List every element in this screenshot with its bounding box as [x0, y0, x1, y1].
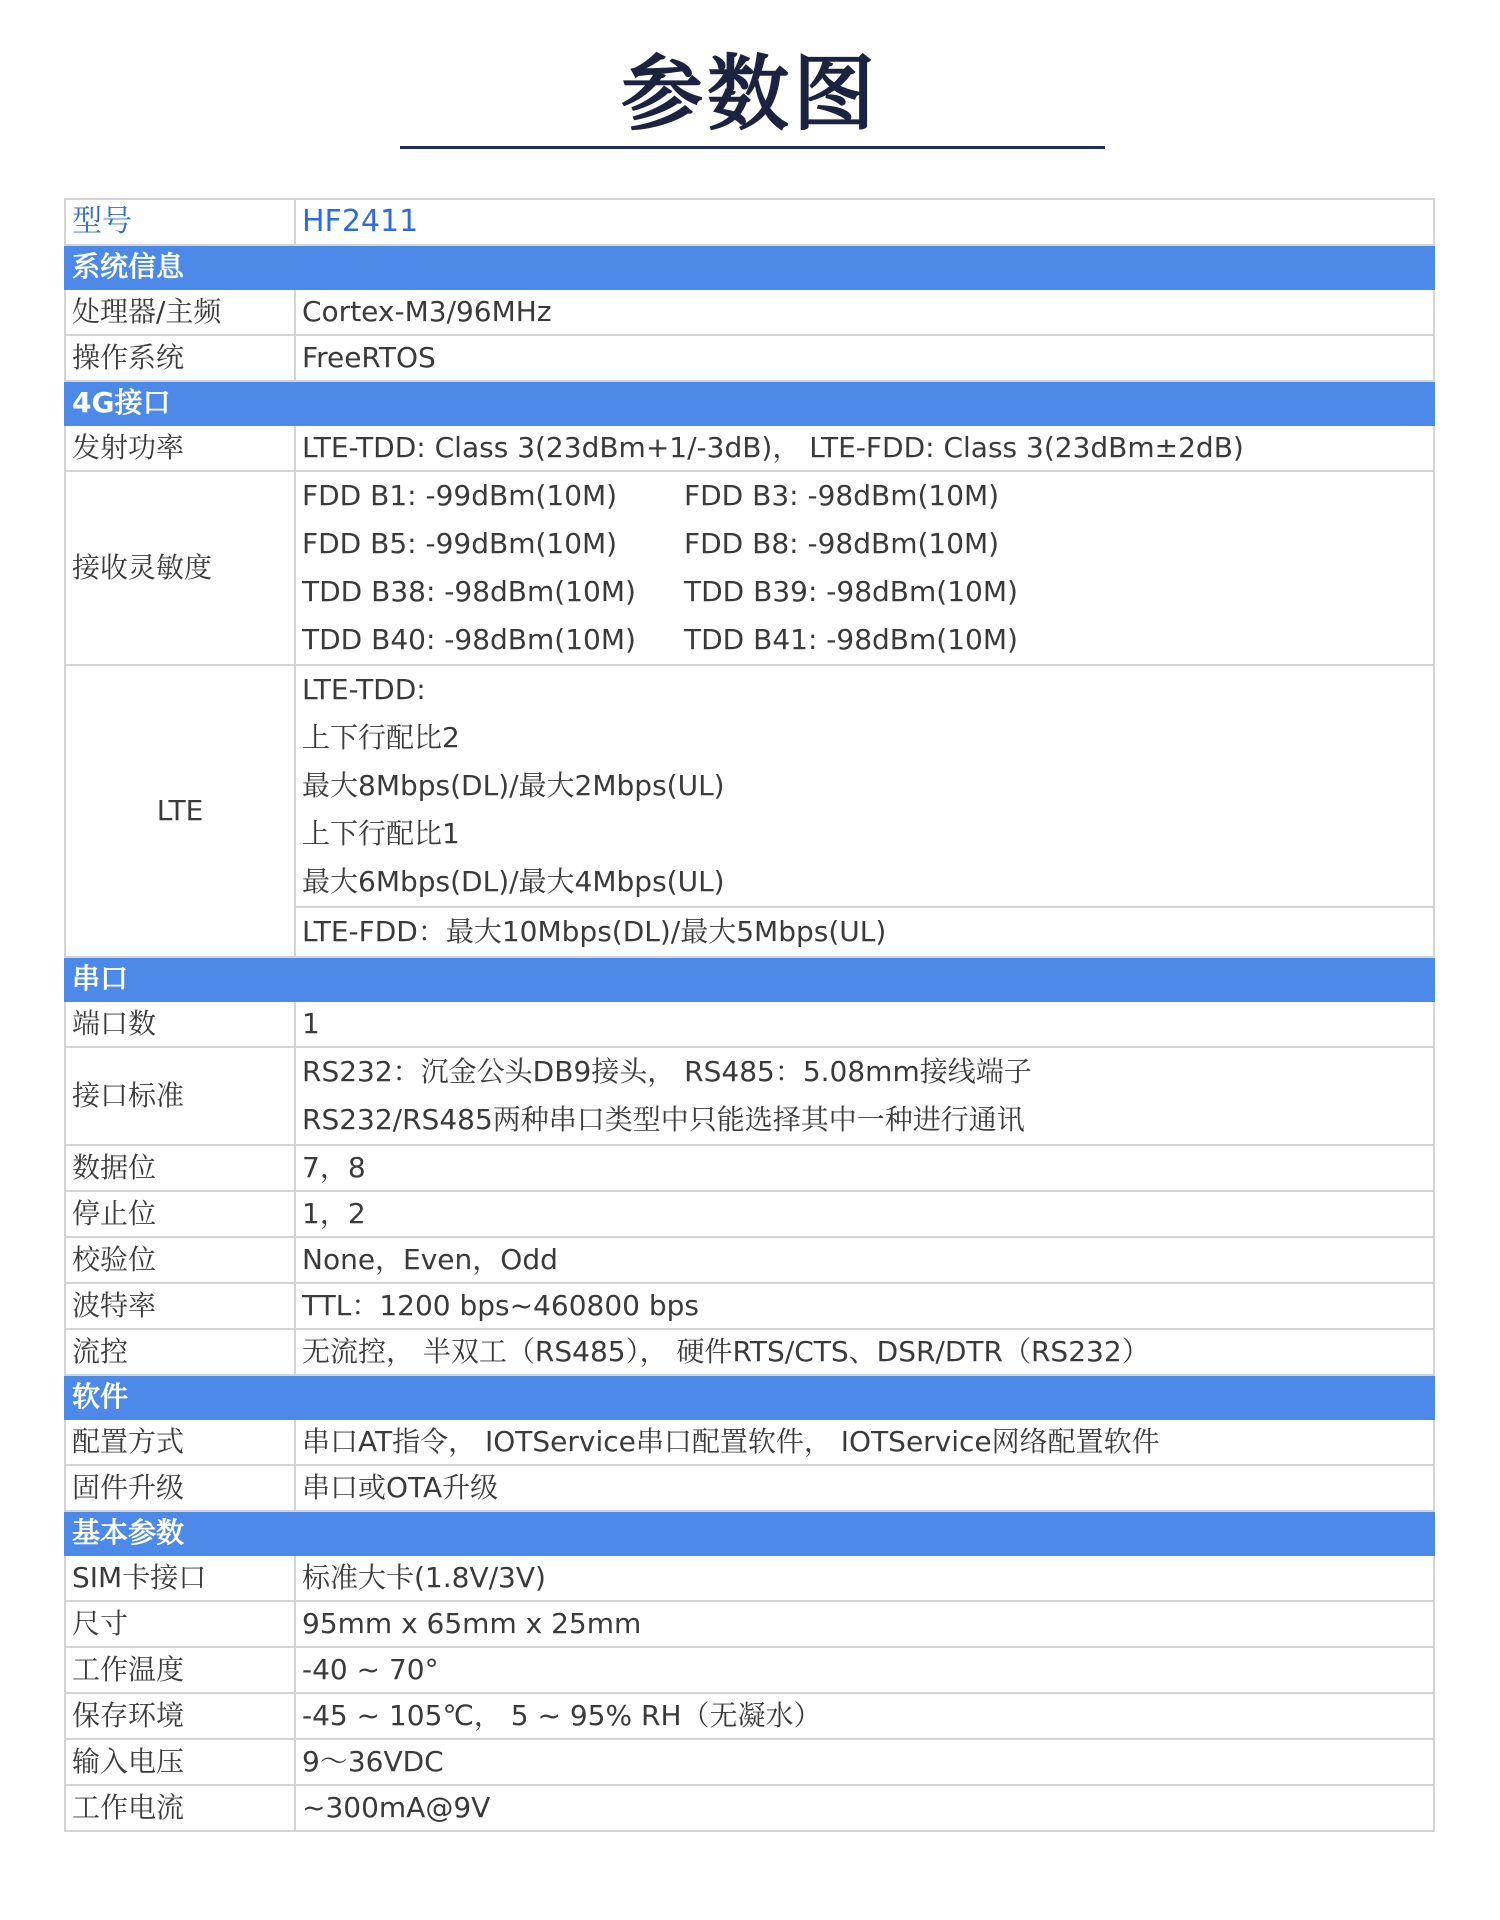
row-label: 操作系统: [65, 335, 295, 381]
table-row: [65, 471, 1434, 665]
table-row: [65, 1145, 1434, 1191]
row-label: 处理器/主频: [65, 289, 295, 335]
sensitivity-band: TDD B41: -98dBm(10M): [684, 623, 1018, 656]
row-value: None，Even，Odd: [295, 1237, 1434, 1283]
row-value: [295, 665, 1434, 957]
sensitivity-band: FDD B1: -99dBm(10M): [302, 479, 618, 512]
sensitivity-line: [296, 472, 1433, 520]
row-value: ~300mA@9V: [295, 1785, 1434, 1831]
section-title: 软件: [65, 1375, 1434, 1419]
table-row: [65, 1647, 1434, 1693]
table-row: [65, 199, 1434, 245]
table-row: [65, 425, 1434, 471]
row-value: -45 ~ 105℃， 5 ~ 95% RH（无凝水）: [295, 1693, 1434, 1739]
row-value: 无流控， 半双工（RS485）， 硬件RTS/CTS、DSR/DTR（RS232）: [295, 1329, 1434, 1375]
row-value: [295, 471, 1434, 665]
row-value: 1: [295, 1001, 1434, 1047]
sensitivity-line: [296, 616, 1433, 664]
row-value: Cortex-M3/96MHz: [295, 289, 1434, 335]
lte-line: 上下行配比1: [302, 817, 460, 850]
section-header-4g: [65, 381, 1434, 425]
row-value: 串口AT指令， IOTService串口配置软件， IOTService网络配置软件: [295, 1419, 1434, 1465]
sensitivity-band: TDD B38: -98dBm(10M): [302, 575, 636, 608]
table-row: [65, 1001, 1434, 1047]
table-row: [65, 1465, 1434, 1511]
row-value: 标准大卡(1.8V/3V): [295, 1555, 1434, 1601]
row-value: 9～36VDC: [295, 1739, 1434, 1785]
sensitivity-band: FDD B5: -99dBm(10M): [302, 527, 618, 560]
row-label: LTE: [65, 665, 295, 957]
row-value: 串口或OTA升级: [295, 1465, 1434, 1511]
section-header-serial: [65, 957, 1434, 1001]
row-label: 端口数: [65, 1001, 295, 1047]
row-label: 接收灵敏度: [65, 471, 295, 665]
row-label: 型号: [65, 199, 295, 245]
row-label: 工作温度: [65, 1647, 295, 1693]
row-label: 数据位: [65, 1145, 295, 1191]
row-value: -40 ~ 70°: [295, 1647, 1434, 1693]
section-header-basic: [65, 1511, 1434, 1555]
row-value: HF2411: [295, 199, 1434, 245]
sensitivity-line: [296, 520, 1433, 568]
section-header-system: [65, 245, 1434, 289]
table-row: [65, 1047, 1434, 1145]
row-value: LTE-TDD: Class 3(23dBm+1/-3dB)， LTE-FDD: Class 3(23dBm±2dB): [295, 425, 1434, 471]
sensitivity-line: [296, 568, 1433, 616]
table-row: [65, 1739, 1434, 1785]
row-value: 7，8: [295, 1145, 1434, 1191]
sensitivity-band: FDD B3: -98dBm(10M): [684, 479, 1000, 512]
section-title: 系统信息: [65, 245, 1434, 289]
table-row: [65, 1601, 1434, 1647]
sensitivity-band: TDD B39: -98dBm(10M): [684, 575, 1018, 608]
section-header-software: [65, 1375, 1434, 1419]
row-label: 保存环境: [65, 1693, 295, 1739]
table-row: [65, 1785, 1434, 1831]
page-title: 参数图: [620, 47, 879, 142]
table-row: [65, 289, 1434, 335]
table-row: [65, 1555, 1434, 1601]
lte-line: 最大6Mbps(DL)/最大4Mbps(UL): [302, 865, 725, 898]
sensitivity-band: TDD B40: -98dBm(10M): [302, 623, 636, 656]
lte-line: 最大8Mbps(DL)/最大2Mbps(UL): [302, 769, 725, 802]
table-row: [65, 1329, 1434, 1375]
row-value: TTL：1200 bps~460800 bps: [295, 1283, 1434, 1329]
table-row: [65, 1283, 1434, 1329]
row-label: 停止位: [65, 1191, 295, 1237]
row-label: SIM卡接口: [65, 1555, 295, 1601]
spec-table: [64, 198, 1435, 1832]
section-title: 4G接口: [65, 381, 1434, 425]
section-title: 串口: [65, 957, 1434, 1001]
table-row: [65, 335, 1434, 381]
row-label: 流控: [65, 1329, 295, 1375]
row-label: 尺寸: [65, 1601, 295, 1647]
row-label: 接口标准: [65, 1047, 295, 1145]
row-label: 工作电流: [65, 1785, 295, 1831]
lte-fdd-line: LTE-FDD：最大10Mbps(DL)/最大5Mbps(UL): [296, 906, 1433, 956]
row-label: 固件升级: [65, 1465, 295, 1511]
interface-line: RS232/RS485两种串口类型中只能选择其中一种进行通讯: [302, 1103, 1025, 1136]
table-row: [65, 1419, 1434, 1465]
row-value: 95mm x 65mm x 25mm: [295, 1601, 1434, 1647]
row-label: 配置方式: [65, 1419, 295, 1465]
sensitivity-band: FDD B8: -98dBm(10M): [684, 527, 1000, 560]
row-label: 校验位: [65, 1237, 295, 1283]
row-label: 波特率: [65, 1283, 295, 1329]
row-label: 发射功率: [65, 425, 295, 471]
row-value: 1，2: [295, 1191, 1434, 1237]
row-label: 输入电压: [65, 1739, 295, 1785]
section-title: 基本参数: [65, 1511, 1434, 1555]
lte-line: LTE-TDD:: [302, 673, 426, 706]
row-value: FreeRTOS: [295, 335, 1434, 381]
table-row: [65, 1693, 1434, 1739]
interface-line: RS232：沉金公头DB9接头， RS485：5.08mm接线端子: [302, 1055, 1032, 1088]
lte-line: 上下行配比2: [302, 721, 460, 754]
table-row: [65, 1191, 1434, 1237]
table-row: [65, 665, 1434, 957]
row-value: [295, 1047, 1434, 1145]
table-row: [65, 1237, 1434, 1283]
title-underline: [400, 146, 1105, 149]
